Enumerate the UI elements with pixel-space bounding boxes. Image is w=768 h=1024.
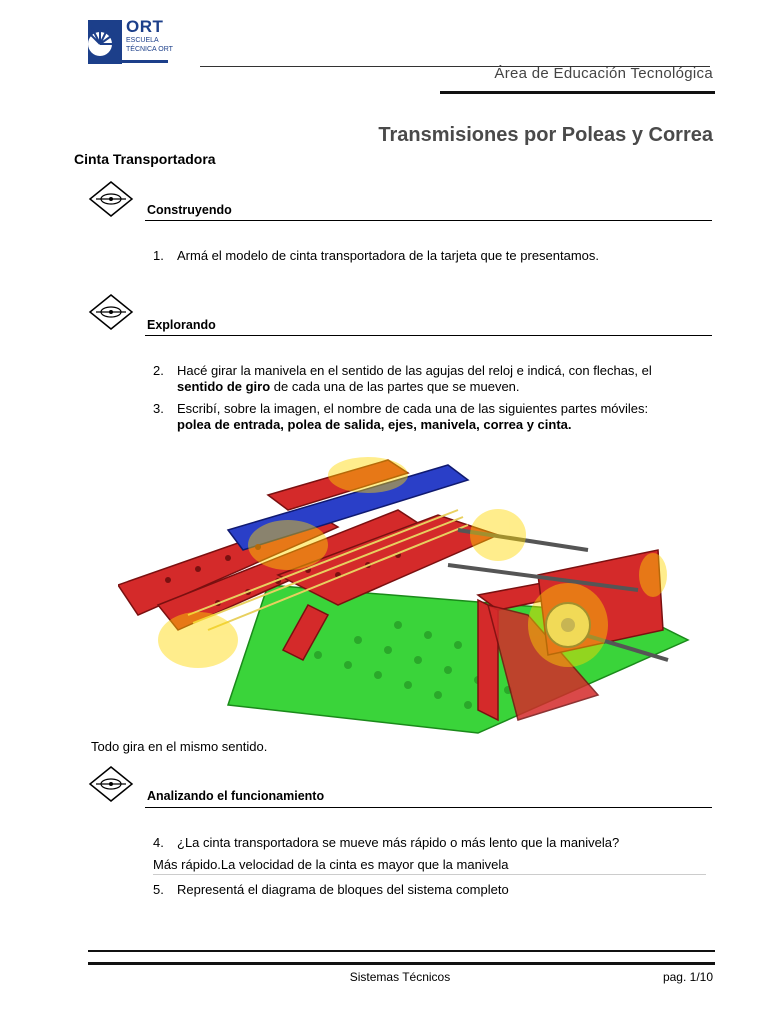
page-title: Transmisiones por Poleas y Correa xyxy=(378,124,713,146)
answer-rule xyxy=(153,874,706,875)
footer-divider xyxy=(88,950,715,952)
item-number: 3. xyxy=(153,401,164,416)
list-item xyxy=(153,882,713,898)
footer-title: Sistemas Técnicos xyxy=(349,970,451,984)
item-number: 5. xyxy=(153,882,164,897)
answer-text: Todo gira en el mismo sentido. xyxy=(91,739,268,754)
page-number: pag. 1/10 xyxy=(662,970,713,984)
list-item xyxy=(153,363,713,395)
item-text: Hacé girar la manivela en el sentido de las agujas del reloj e indicá, con flechas, el xyxy=(177,363,652,378)
conveyor-model-image xyxy=(118,455,698,735)
logo-text: ORT xyxy=(126,17,164,36)
item-number: 2. xyxy=(153,363,164,378)
page-subtitle: Cinta Transportadora xyxy=(74,151,216,167)
section-heading: Construyendo xyxy=(147,203,232,217)
list-item xyxy=(153,835,713,851)
item-text: ¿La cinta transportadora se mueve más rápido o más lento que la manivela? xyxy=(177,835,620,850)
section-heading: Analizando el funcionamiento xyxy=(147,789,325,803)
item-text: Armá el modelo de cinta transportadora de la tarjeta que te presentamos. xyxy=(177,248,600,263)
item-number: 1. xyxy=(153,248,164,263)
item-text: Representá el diagrama de bloques del sistema completo xyxy=(177,882,509,897)
item-bold-text: sentido de giro xyxy=(177,379,271,394)
item-number: 4. xyxy=(153,835,164,850)
section-icon xyxy=(88,765,134,803)
section-rule xyxy=(145,220,712,221)
list-item xyxy=(153,401,713,433)
section-icon xyxy=(88,180,134,218)
logo-subtext: TÉCNICA ORT xyxy=(126,46,173,53)
footer-divider-thick xyxy=(88,962,715,965)
answer-text: Más rápido.La velocidad de la cinta es mayor que la manivela xyxy=(153,857,509,872)
section-rule xyxy=(145,335,712,336)
header-divider-thick xyxy=(440,91,715,94)
item-text: Escribí, sobre la imagen, el nombre de cada una de las siguientes partes móviles: xyxy=(177,401,649,416)
item-bold-text: polea de entrada, polea de salida, ejes, manivela, correa y cinta. xyxy=(177,417,572,432)
section-icon xyxy=(88,293,134,331)
section-rule xyxy=(145,807,712,808)
area-title: Área de Educación Tecnológica xyxy=(494,65,713,82)
item-text: de cada una de las partes que se mueven. xyxy=(273,379,520,394)
list-item xyxy=(153,248,713,264)
logo-subtext: ESCUELA xyxy=(126,37,159,44)
section-heading: Explorando xyxy=(147,318,216,332)
